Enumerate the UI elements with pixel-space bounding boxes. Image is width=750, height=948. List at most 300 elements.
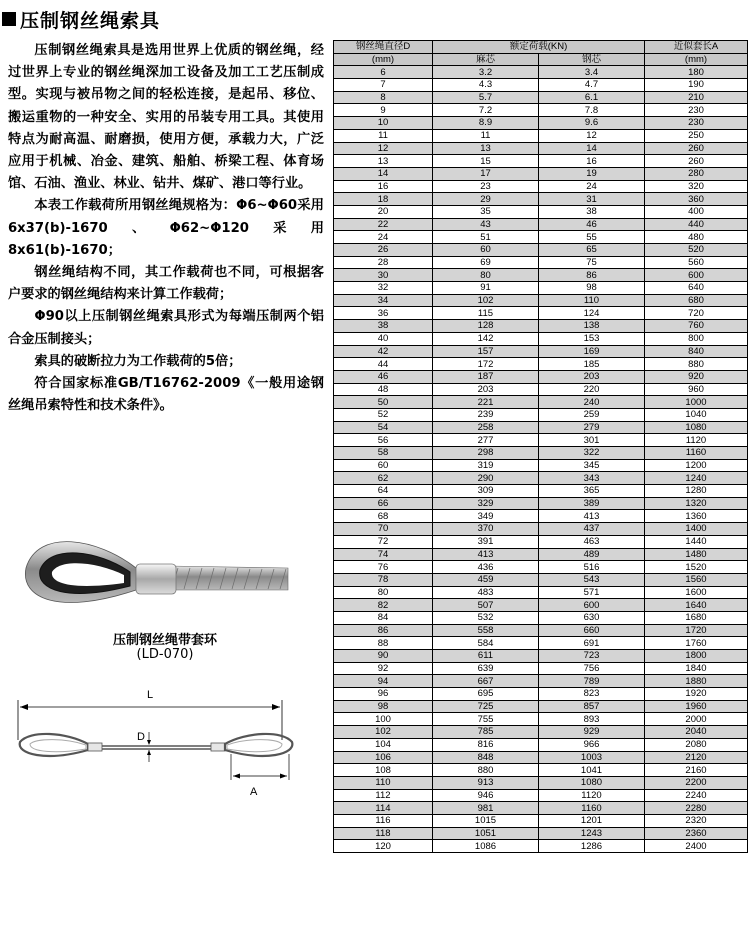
table-cell: 51	[433, 231, 539, 244]
table-cell: 440	[645, 218, 748, 231]
table-body	[334, 66, 748, 853]
table-cell: 857	[539, 700, 645, 713]
table-cell: 34	[334, 294, 433, 307]
table-row	[334, 205, 748, 218]
table-cell: 60	[334, 459, 433, 472]
table-cell: 840	[645, 345, 748, 358]
table-cell: 220	[539, 383, 645, 396]
table-cell: 17	[433, 167, 539, 180]
table-cell: 40	[334, 332, 433, 345]
table-cell: 981	[433, 802, 539, 815]
table-cell: 1086	[433, 840, 539, 853]
table-cell: 239	[433, 408, 539, 421]
table-cell: 92	[334, 662, 433, 675]
table-cell: 65	[539, 244, 645, 257]
table-row	[334, 675, 748, 688]
table-cell: 880	[433, 764, 539, 777]
table-cell: 789	[539, 675, 645, 688]
table-cell: 94	[334, 675, 433, 688]
table-cell: 755	[433, 713, 539, 726]
table-cell: 560	[645, 256, 748, 269]
table-cell: 720	[645, 307, 748, 320]
table-cell: 1000	[645, 396, 748, 409]
table-cell: 64	[334, 485, 433, 498]
table-cell: 1760	[645, 637, 748, 650]
table-cell: 1960	[645, 700, 748, 713]
table-cell: 120	[334, 840, 433, 853]
table-cell: 966	[539, 738, 645, 751]
table-cell: 322	[539, 447, 645, 460]
square-bullet-icon	[2, 12, 16, 26]
table-cell: 1560	[645, 573, 748, 586]
table-cell: 128	[433, 320, 539, 333]
table-cell: 96	[334, 688, 433, 701]
table-cell: 483	[433, 586, 539, 599]
table-cell: 46	[334, 370, 433, 383]
table-cell: 180	[645, 66, 748, 79]
table-row	[334, 611, 748, 624]
table-cell: 124	[539, 307, 645, 320]
table-cell: 210	[645, 91, 748, 104]
table-cell: 2400	[645, 840, 748, 853]
table-cell: 169	[539, 345, 645, 358]
table-cell: 1600	[645, 586, 748, 599]
table-cell: 848	[433, 751, 539, 764]
table-cell: 7.8	[539, 104, 645, 117]
table-cell: 157	[433, 345, 539, 358]
table-cell: 48	[334, 383, 433, 396]
table-cell: 74	[334, 548, 433, 561]
table-cell: 36	[334, 307, 433, 320]
table-row	[334, 586, 748, 599]
table-cell: 280	[645, 167, 748, 180]
table-cell: 60	[433, 244, 539, 257]
table-cell: 2320	[645, 814, 748, 827]
table-cell: 489	[539, 548, 645, 561]
table-row	[334, 472, 748, 485]
table-cell: 16	[334, 180, 433, 193]
table-cell: 893	[539, 713, 645, 726]
table-cell: 4.3	[433, 79, 539, 92]
table-cell: 532	[433, 611, 539, 624]
table-row	[334, 637, 748, 650]
table-cell: 329	[433, 497, 539, 510]
table-cell: 1160	[645, 447, 748, 460]
table-cell: 9	[334, 104, 433, 117]
table-row	[334, 345, 748, 358]
table-cell: 756	[539, 662, 645, 675]
table-cell: 172	[433, 358, 539, 371]
table-cell: 112	[334, 789, 433, 802]
table-cell: 660	[539, 624, 645, 637]
table-cell: 26	[334, 244, 433, 257]
table-cell: 400	[645, 205, 748, 218]
table-cell: 459	[433, 573, 539, 586]
table-cell: 611	[433, 650, 539, 663]
table-cell: 1440	[645, 535, 748, 548]
table-cell: 1320	[645, 497, 748, 510]
table-cell: 102	[334, 726, 433, 739]
table-cell: 31	[539, 193, 645, 206]
table-cell: 543	[539, 573, 645, 586]
description-paragraph: 符合国家标准GB/T16762-2009《一般用途钢丝绳吊索特性和技术条件》。	[8, 376, 324, 414]
table-row	[334, 802, 748, 815]
table-cell: 13	[334, 155, 433, 168]
table-cell: 558	[433, 624, 539, 637]
table-cell: 929	[539, 726, 645, 739]
table-cell: 22	[334, 218, 433, 231]
table-cell: 920	[645, 370, 748, 383]
table-cell: 1041	[539, 764, 645, 777]
table-row	[334, 383, 748, 396]
table-row	[334, 573, 748, 586]
table-cell: 10	[334, 117, 433, 130]
table-cell: 691	[539, 637, 645, 650]
table-cell: 2200	[645, 776, 748, 789]
table-cell: 114	[334, 802, 433, 815]
page-title	[2, 4, 160, 34]
table-cell: 98	[334, 700, 433, 713]
table-row	[334, 624, 748, 637]
table-cell: 680	[645, 294, 748, 307]
table-cell: 1080	[539, 776, 645, 789]
table-row	[334, 79, 748, 92]
table-row	[334, 434, 748, 447]
table-cell: 221	[433, 396, 539, 409]
table-cell: 19	[539, 167, 645, 180]
header-diameter: 钢丝绳直径D	[334, 41, 433, 54]
table-cell: 23	[433, 180, 539, 193]
table-cell: 56	[334, 434, 433, 447]
table-cell: 1400	[645, 523, 748, 536]
table-cell: 6	[334, 66, 433, 79]
table-cell: 960	[645, 383, 748, 396]
table-cell: 78	[334, 573, 433, 586]
table-cell: 1080	[645, 421, 748, 434]
table-cell: 725	[433, 700, 539, 713]
table-cell: 38	[539, 205, 645, 218]
table-cell: 13	[433, 142, 539, 155]
photo-model-code: (LD-070)	[136, 647, 194, 662]
table-cell: 6.1	[539, 91, 645, 104]
table-row	[334, 167, 748, 180]
table-cell: 12	[334, 142, 433, 155]
table-cell: 3.4	[539, 66, 645, 79]
title-text: 压制钢丝绳索具	[20, 9, 161, 32]
table-cell: 24	[539, 180, 645, 193]
table-cell: 1680	[645, 611, 748, 624]
table-cell: 5.7	[433, 91, 539, 104]
header-rated-load: 额定荷载(KN)	[433, 41, 645, 54]
table-cell: 62	[334, 472, 433, 485]
table-cell: 1880	[645, 675, 748, 688]
table-cell: 800	[645, 332, 748, 345]
table-cell: 3.2	[433, 66, 539, 79]
table-row	[334, 561, 748, 574]
table-cell: 69	[433, 256, 539, 269]
header-fiber-core: 麻芯	[433, 53, 539, 66]
table-cell: 11	[334, 129, 433, 142]
table-cell: 72	[334, 535, 433, 548]
table-cell: 100	[334, 713, 433, 726]
table-cell: 7.2	[433, 104, 539, 117]
table-cell: 115	[433, 307, 539, 320]
table-row	[334, 497, 748, 510]
table-row	[334, 764, 748, 777]
description	[8, 40, 324, 417]
table-cell: 104	[334, 738, 433, 751]
table-cell: 110	[539, 294, 645, 307]
table-cell: 436	[433, 561, 539, 574]
table-row	[334, 523, 748, 536]
table-cell: 8	[334, 91, 433, 104]
table-cell: 32	[334, 282, 433, 295]
table-cell: 55	[539, 231, 645, 244]
eye-length-label: A	[250, 786, 258, 798]
table-cell: 760	[645, 320, 748, 333]
table-cell: 44	[334, 358, 433, 371]
table-cell: 70	[334, 523, 433, 536]
table-cell: 365	[539, 485, 645, 498]
table-cell: 98	[539, 282, 645, 295]
table-row	[334, 269, 748, 282]
table-cell: 76	[334, 561, 433, 574]
table-cell: 667	[433, 675, 539, 688]
table-row	[334, 142, 748, 155]
table-cell: 584	[433, 637, 539, 650]
photo-caption: 压制钢丝绳带套环	[112, 633, 217, 648]
table-cell: 2120	[645, 751, 748, 764]
table-cell: 42	[334, 345, 433, 358]
table-cell: 260	[645, 142, 748, 155]
table-row	[334, 789, 748, 802]
table-cell: 319	[433, 459, 539, 472]
table-cell: 7	[334, 79, 433, 92]
table-cell: 190	[645, 79, 748, 92]
table-cell: 116	[334, 814, 433, 827]
table-cell: 66	[334, 497, 433, 510]
table-row	[334, 244, 748, 257]
table-cell: 1160	[539, 802, 645, 815]
table-cell: 2160	[645, 764, 748, 777]
table-row	[334, 459, 748, 472]
table-cell: 413	[433, 548, 539, 561]
table-row	[334, 840, 748, 853]
table-row	[334, 599, 748, 612]
table-cell: 187	[433, 370, 539, 383]
table-row	[334, 827, 748, 840]
table-cell: 360	[645, 193, 748, 206]
table-cell: 309	[433, 485, 539, 498]
table-row	[334, 447, 748, 460]
table-cell: 695	[433, 688, 539, 701]
table-cell: 38	[334, 320, 433, 333]
table-cell: 260	[645, 155, 748, 168]
table-cell: 12	[539, 129, 645, 142]
table-row	[334, 320, 748, 333]
table-cell: 463	[539, 535, 645, 548]
table-row	[334, 535, 748, 548]
table-cell: 185	[539, 358, 645, 371]
table-cell: 1720	[645, 624, 748, 637]
wire-rope-thimble-photo	[18, 528, 294, 628]
table-cell: 102	[433, 294, 539, 307]
description-paragraph: 钢丝绳结构不同，其工作载荷也不同，可根据客户要求的钢丝绳结构来计算工作载荷；	[8, 265, 324, 303]
table-cell: 1240	[645, 472, 748, 485]
header-unit-mm: (mm)	[334, 53, 433, 66]
table-cell: 301	[539, 434, 645, 447]
table-row	[334, 726, 748, 739]
table-cell: 2240	[645, 789, 748, 802]
table-row	[334, 332, 748, 345]
specification-table	[333, 40, 747, 853]
table-cell: 203	[433, 383, 539, 396]
table-cell: 413	[539, 510, 645, 523]
table-cell: 1003	[539, 751, 645, 764]
table-cell: 1051	[433, 827, 539, 840]
description-paragraph: 本表工作载荷所用钢丝绳规格为：Φ6~Φ60采用6x37(b)-1670、Φ62~Φ120采用8x61(b)-1670；	[8, 198, 324, 258]
table-cell: 1120	[539, 789, 645, 802]
table-cell: 630	[539, 611, 645, 624]
sling-dimension-drawing	[6, 680, 306, 810]
table-row	[334, 193, 748, 206]
table-row	[334, 396, 748, 409]
table-cell: 35	[433, 205, 539, 218]
table-row	[334, 408, 748, 421]
table-cell: 30	[334, 269, 433, 282]
table-cell: 68	[334, 510, 433, 523]
table-cell: 345	[539, 459, 645, 472]
table-cell: 1120	[645, 434, 748, 447]
table-row	[334, 66, 748, 79]
table-cell: 11	[433, 129, 539, 142]
table-cell: 1201	[539, 814, 645, 827]
table-cell: 258	[433, 421, 539, 434]
table-cell: 259	[539, 408, 645, 421]
table-cell: 437	[539, 523, 645, 536]
table-row	[334, 117, 748, 130]
table-cell: 343	[539, 472, 645, 485]
table-cell: 1840	[645, 662, 748, 675]
table-cell: 88	[334, 637, 433, 650]
table-cell: 15	[433, 155, 539, 168]
table-cell: 43	[433, 218, 539, 231]
header-steel-core: 钢芯	[539, 53, 645, 66]
table-cell: 880	[645, 358, 748, 371]
table-cell: 1360	[645, 510, 748, 523]
table-row	[334, 282, 748, 295]
table-cell: 52	[334, 408, 433, 421]
table-cell: 723	[539, 650, 645, 663]
table-cell: 389	[539, 497, 645, 510]
table-cell: 520	[645, 244, 748, 257]
table-cell: 1200	[645, 459, 748, 472]
table-row	[334, 104, 748, 117]
table-cell: 1920	[645, 688, 748, 701]
table-cell: 2040	[645, 726, 748, 739]
table-cell: 91	[433, 282, 539, 295]
table-cell: 1640	[645, 599, 748, 612]
table-row	[334, 485, 748, 498]
table-row	[334, 180, 748, 193]
table-cell: 1800	[645, 650, 748, 663]
table-cell: 571	[539, 586, 645, 599]
table-cell: 1520	[645, 561, 748, 574]
table-row	[334, 751, 748, 764]
table-cell: 82	[334, 599, 433, 612]
table-cell: 516	[539, 561, 645, 574]
table-cell: 1480	[645, 548, 748, 561]
table-cell: 1286	[539, 840, 645, 853]
table-cell: 203	[539, 370, 645, 383]
table-row	[334, 814, 748, 827]
table-cell: 118	[334, 827, 433, 840]
table-row	[334, 155, 748, 168]
table-cell: 86	[334, 624, 433, 637]
table-cell: 138	[539, 320, 645, 333]
table-cell: 279	[539, 421, 645, 434]
table-cell: 298	[433, 447, 539, 460]
table-cell: 913	[433, 776, 539, 789]
table-cell: 230	[645, 117, 748, 130]
table-cell: 816	[433, 738, 539, 751]
table-row	[334, 370, 748, 383]
table-cell: 14	[334, 167, 433, 180]
length-label: L	[147, 689, 154, 701]
table-cell: 320	[645, 180, 748, 193]
table-cell: 2280	[645, 802, 748, 815]
description-paragraph: 压制钢丝绳索具是选用世界上优质的钢丝绳，经过世界上专业的钢丝绳深加工设备及加工工艺压制成型。实现与被吊物之间的轻松连接，是起吊、移位、搬运重物的一种安全、实用的吊装专用工具。其使用特点为耐高温、耐磨损，使用方便，承载力大，广泛应用于机械、冶金、建筑、船舶、桥梁工程、体育场馆、石油、渔业、林业、钻井、煤矿、港口等行业。	[8, 43, 324, 192]
table-cell: 640	[645, 282, 748, 295]
table-cell: 1015	[433, 814, 539, 827]
table-row	[334, 548, 748, 561]
table-cell: 349	[433, 510, 539, 523]
table-cell: 946	[433, 789, 539, 802]
table-row	[334, 662, 748, 675]
table-cell: 16	[539, 155, 645, 168]
table-cell: 240	[539, 396, 645, 409]
table-cell: 50	[334, 396, 433, 409]
table-cell: 507	[433, 599, 539, 612]
table-cell: 9.6	[539, 117, 645, 130]
table-row	[334, 256, 748, 269]
table-cell: 4.7	[539, 79, 645, 92]
table-cell: 823	[539, 688, 645, 701]
table-cell: 80	[334, 586, 433, 599]
table-row	[334, 218, 748, 231]
table-cell: 2000	[645, 713, 748, 726]
table-cell: 8.9	[433, 117, 539, 130]
header-eye-length: 近似套长A	[645, 41, 748, 54]
table-cell: 28	[334, 256, 433, 269]
table-row	[334, 294, 748, 307]
table-row	[334, 307, 748, 320]
table-cell: 480	[645, 231, 748, 244]
table-cell: 153	[539, 332, 645, 345]
table-cell: 58	[334, 447, 433, 460]
diameter-label: D	[137, 731, 145, 743]
table-cell: 86	[539, 269, 645, 282]
table-cell: 2360	[645, 827, 748, 840]
table-cell: 1040	[645, 408, 748, 421]
table-row	[334, 231, 748, 244]
table-cell: 600	[539, 599, 645, 612]
table-row	[334, 688, 748, 701]
table-cell: 18	[334, 193, 433, 206]
header-unit-mm: (mm)	[645, 53, 748, 66]
table-cell: 106	[334, 751, 433, 764]
table-row	[334, 91, 748, 104]
